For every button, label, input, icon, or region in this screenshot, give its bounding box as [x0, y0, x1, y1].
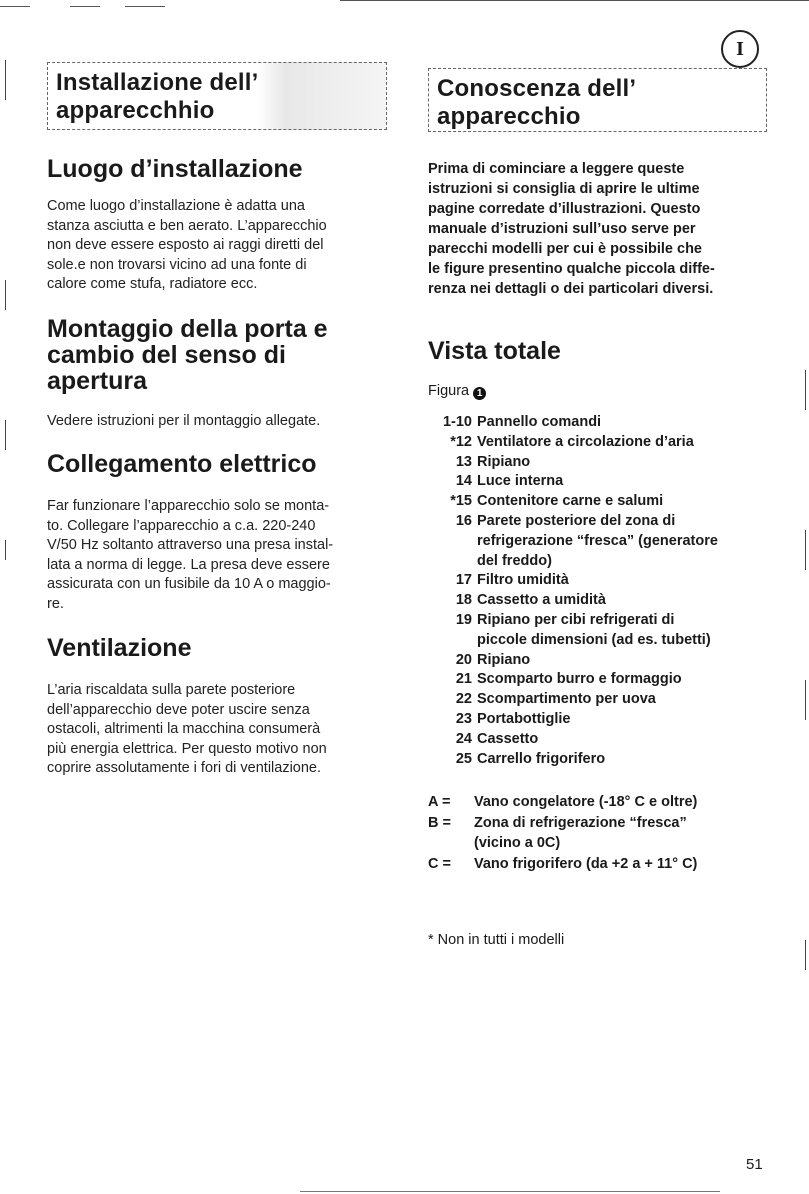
zone-item	[428, 833, 788, 854]
legend-item	[428, 472, 788, 492]
legend-text: Carrello frigorifero	[477, 750, 606, 767]
legend-item	[428, 571, 788, 591]
legend-text: Cassetto a umidità	[477, 592, 606, 609]
bottom-rule	[300, 1191, 720, 1192]
section-header-installazione	[47, 62, 387, 130]
legend-text: Portabottiglie	[477, 710, 571, 727]
legend-number	[428, 552, 477, 572]
text-line: non deve essere esposto ai raggi diretti del	[47, 237, 324, 254]
legend-number: 14	[455, 473, 472, 490]
paragraph-collegamento	[47, 497, 392, 615]
legend-item	[428, 651, 788, 671]
legend-number: 22	[455, 691, 472, 708]
legend-number: 20	[455, 651, 472, 668]
text-line: renza nei dettagli o dei particolari diversi.	[428, 281, 714, 297]
legend-number: 17	[455, 572, 472, 589]
paragraph-luogo	[47, 197, 387, 295]
heading-line: cambio del senso di	[47, 341, 286, 369]
page-number: 51	[746, 1156, 763, 1173]
legend-text: Parete posteriore del zona di	[477, 512, 676, 529]
heading-montaggio	[47, 316, 328, 394]
legend-item	[428, 710, 788, 730]
legend-number: 23	[455, 710, 472, 727]
top-rule	[0, 6, 30, 7]
legend-number: 16	[455, 512, 472, 529]
scan-artifact	[805, 530, 806, 570]
scan-artifact	[805, 370, 806, 410]
heading-line: Montaggio della porta e	[47, 315, 328, 343]
top-rule	[70, 6, 100, 7]
zone-key: A =	[428, 794, 451, 810]
legend-number: *12	[450, 433, 472, 450]
legend-item	[428, 750, 788, 770]
header-line: Installazione dell’	[56, 69, 259, 96]
zone-text: Vano congelatore (-18° C e oltre)	[474, 794, 698, 810]
legend-number: 13	[455, 453, 472, 470]
legend-item	[428, 453, 788, 473]
legend-item	[428, 690, 788, 710]
legend-number: 21	[455, 671, 472, 688]
figure-label: Figura	[428, 383, 470, 399]
legend-item	[428, 492, 788, 512]
heading-line: apertura	[47, 367, 148, 395]
header-line: apparecchhio	[56, 97, 215, 124]
legend-item	[428, 631, 788, 651]
heading-luogo: Luogo d’installazione	[47, 155, 303, 183]
figure-number-badge: 1	[473, 387, 486, 400]
section-header-conoscenza	[428, 68, 767, 132]
legend-item	[428, 512, 788, 532]
legend-item	[428, 670, 788, 690]
zones-legend	[428, 792, 788, 874]
legend-text: piccole dimensioni (ad es. tubetti)	[477, 631, 711, 648]
text-line: le figure presentino qualche piccola diffe-	[428, 261, 715, 277]
zone-item	[428, 792, 788, 813]
legend-number: 25	[455, 750, 472, 767]
legend-text: Luce interna	[477, 473, 564, 490]
legend-item	[428, 591, 788, 611]
zone-key: C =	[428, 855, 451, 872]
heading-vista-totale: Vista totale	[428, 337, 561, 365]
text-line: V/50 Hz soltanto attraverso una presa instal-	[47, 537, 334, 554]
legend-number: *15	[450, 493, 472, 510]
text-line: sole.e non trovarsi vicino ad una fonte di	[47, 256, 307, 273]
text-line: coprire assolutamente i fori di ventilazione.	[47, 760, 322, 777]
scan-artifact	[5, 60, 6, 100]
legend-number	[428, 532, 477, 552]
text-line: Far funzionare l’apparecchio solo se monta-	[47, 498, 330, 514]
text-line: to. Collegare l’apparecchio a c.a. 220-240	[47, 517, 316, 534]
text-line: calore come stufa, radiatore ecc.	[47, 276, 258, 293]
scan-artifact	[805, 940, 806, 970]
legend-number	[428, 631, 477, 651]
legend-text: Filtro umidità	[477, 572, 569, 589]
text-line: manuale d’istruzioni sull’uso serve per	[428, 221, 696, 237]
top-rule	[340, 0, 809, 1]
text-line: re.	[47, 595, 64, 612]
text-line: più energia elettrica. Per questo motivo non	[47, 740, 327, 757]
text-line: dell’apparecchio deve poter uscire senza	[47, 701, 310, 718]
scan-artifact	[5, 420, 6, 450]
language-badge: I	[721, 30, 759, 68]
text-line: stanza asciutta e ben aerato. L’apparecchio	[47, 217, 327, 234]
legend-text: refrigerazione “fresca” (generatore	[477, 532, 718, 549]
legend-text: Contenitore carne e salumi	[477, 493, 664, 510]
legend-text: Cassetto	[477, 730, 539, 747]
text-line: L’aria riscaldata sulla parete posteriore	[47, 682, 296, 698]
paragraph-ventilazione	[47, 681, 392, 779]
zone-item	[428, 813, 788, 834]
footnote: * Non in tutti i modelli	[428, 932, 565, 948]
text-line: lata a norma di legge. La presa deve essere	[47, 556, 330, 573]
scan-artifact	[5, 540, 6, 560]
legend-text: Ripiano	[477, 651, 531, 668]
header-line: Conoscenza dell’	[437, 75, 637, 102]
heading-collegamento: Collegamento elettrico	[47, 450, 317, 478]
legend-number: 19	[455, 611, 472, 628]
header-line: apparecchio	[437, 103, 581, 130]
figure-reference	[428, 383, 486, 400]
heading-ventilazione: Ventilazione	[47, 634, 192, 662]
top-rule	[125, 6, 165, 7]
legend-text: Pannello comandi	[477, 414, 602, 430]
text-line: parecchi modelli per cui è possibile che	[428, 241, 702, 257]
legend-number: 1-10	[442, 414, 472, 430]
scan-artifact	[805, 680, 806, 720]
legend-item	[428, 730, 788, 750]
text-line: ostacoli, altrimenti la macchina consumerà	[47, 721, 321, 738]
paragraph-montaggio: Vedere istruzioni per il montaggio allegate.	[47, 413, 321, 429]
zone-text: (vicino a 0C)	[474, 835, 561, 851]
legend-item	[428, 611, 788, 631]
paragraph-intro	[428, 159, 788, 299]
legend-text: Scompartimento per uova	[477, 691, 656, 708]
zone-key: B =	[428, 814, 451, 831]
text-line: pagine corredate d’illustrazioni. Questo	[428, 201, 701, 217]
text-line: Come luogo d’installazione è adatta una	[47, 198, 305, 214]
zone-text: Vano frigorifero (da +2 a + 11° C)	[474, 855, 698, 872]
legend-item	[428, 532, 788, 552]
text-line: assicurata con un fusibile da 10 A o maggio-	[47, 576, 331, 593]
legend-number: 18	[455, 592, 472, 609]
zone-key	[428, 833, 474, 854]
text-line: Prima di cominciare a leggere queste	[428, 161, 685, 177]
legend-item	[428, 413, 788, 433]
zone-item	[428, 854, 788, 875]
legend-text: Ventilatore a circolazione d’aria	[477, 433, 694, 450]
scan-artifact	[5, 280, 6, 310]
legend-number: 24	[455, 730, 472, 747]
zone-text: Zona di refrigerazione “fresca”	[474, 814, 687, 831]
legend-item	[428, 433, 788, 453]
legend-text: Ripiano per cibi refrigerati di	[477, 611, 675, 628]
legend-text: del freddo)	[477, 552, 552, 569]
legend-text: Ripiano	[477, 453, 531, 470]
legend-text: Scomparto burro e formaggio	[477, 671, 682, 688]
legend-item	[428, 552, 788, 572]
parts-legend	[428, 413, 788, 769]
text-line: istruzioni si consiglia di aprire le ultime	[428, 181, 700, 197]
